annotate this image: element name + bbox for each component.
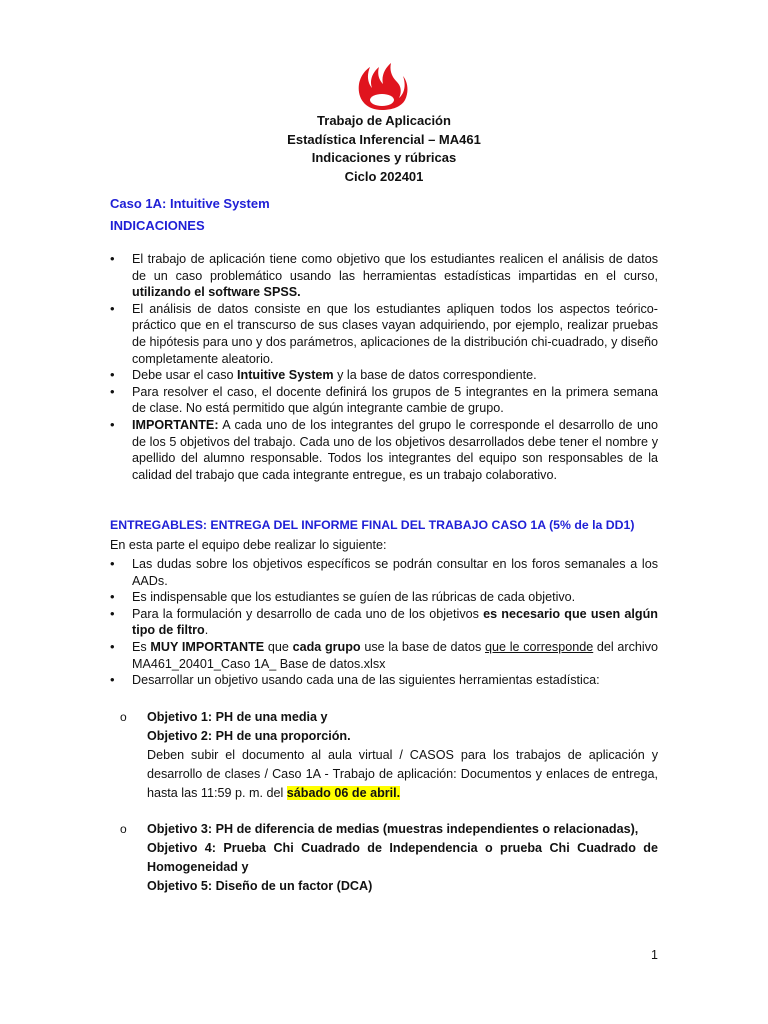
entregables-intro: En esta parte el equipo debe realizar lo siguiente: <box>110 538 387 552</box>
subitem-bullet: o <box>120 710 127 724</box>
page-number: 1 <box>651 948 658 962</box>
entregables-heading: ENTREGABLES: ENTREGA DEL INFORME FINAL DEL TRABAJO CASO 1A (5% de la DD1) <box>110 518 635 532</box>
indicaciones-list <box>110 251 658 483</box>
list-item: • Debe usar el caso Intuitive System y la base de datos correspondiente. <box>110 367 658 384</box>
list-item: • Es MUY IMPORTANTE que cada grupo use la base de datos que le corresponde del archivo MA461_20401_Caso 1A_ Base de datos.xlsx <box>110 639 658 672</box>
indicaciones-heading: INDICACIONES <box>110 218 205 233</box>
subitem-bullet: o <box>120 822 127 836</box>
list-item: • Desarrollar un objetivo usando cada una de las siguientes herramientas estadística: <box>110 672 658 689</box>
subitem-objetivos-1-2: o Objetivo 1: PH de una media y Objetivo 2: PH de una proporción. Deben subir el documento al aula virtual / CASOS para los trabajos de aplicación y desarrollo de clases / Caso 1A - Trabajo de aplicación: Documentos y enlaces de entrega, hasta las 11:59 p. m. del sábado 06 de abril. <box>120 710 658 800</box>
list-item: • Para resolver el caso, el docente definirá los grupos de 5 integrantes en la primera semana de clase. No está permitido que algún integrante cambie de grupo. <box>110 384 658 417</box>
upc-flame-logo-icon <box>355 60 409 112</box>
title-line-2: Estadística Inferencial – MA461 <box>287 131 481 147</box>
title-line-1: Trabajo de Aplicación <box>317 113 451 128</box>
list-item: • IMPORTANTE: A cada uno de los integrantes del grupo le corresponde el desarrollo de uno de los 5 objetivos del trabajo. Cada uno de los objetivos desarrollados debe tener el nombre y apellido del alumno responsable. Todos los integrantes del equipo son responsables de la calidad del trabajo que cada integrante entregue, es un trabajo colaborativo. <box>110 417 658 483</box>
title-line-3: Indicaciones y rúbricas <box>311 150 457 165</box>
deadline-highlight: sábado 06 de abril. <box>286 786 401 800</box>
list-item: • Las dudas sobre los objetivos específicos se podrán consultar en los foros semanales a los AADs. <box>110 556 658 589</box>
list-item: • El análisis de datos consiste en que los estudiantes apliquen todos los aspectos teórico-práctico que en el transcurso de sus clases vayan adquiriendo, por ejemplo, realizar pruebas de hipótesis para uno y dos parámetros, aplicaciones de la distribución chi-cuadrado, y diseño completamente aleatorio. <box>110 301 658 367</box>
document-title <box>0 112 768 186</box>
subitem-objetivos-3-5: o Objetivo 3: PH de diferencia de medias (muestras independientes o relacionadas), Objetivo 4: Prueba Chi Cuadrado de Independencia o prueba Chi Cuadrado de Homogeneidad y Objetivo 5: Diseño de un factor (DCA) <box>120 822 658 893</box>
list-item: • Es indispensable que los estudiantes se guíen de las rúbricas de cada objetivo. <box>110 589 658 606</box>
list-item: • El trabajo de aplicación tiene como objetivo que los estudiantes realicen el análisis de datos de un caso problemático usando las herramientas estadísticas impartidas en el curso, utilizando el software SPSS. <box>110 251 658 301</box>
case-title: Caso 1A: Intuitive System <box>110 196 270 211</box>
entregables-list <box>110 556 658 689</box>
title-line-4: Ciclo 202401 <box>344 168 424 184</box>
list-item: • Para la formulación y desarrollo de cada uno de los objetivos es necesario que usen algún tipo de filtro. <box>110 606 658 639</box>
